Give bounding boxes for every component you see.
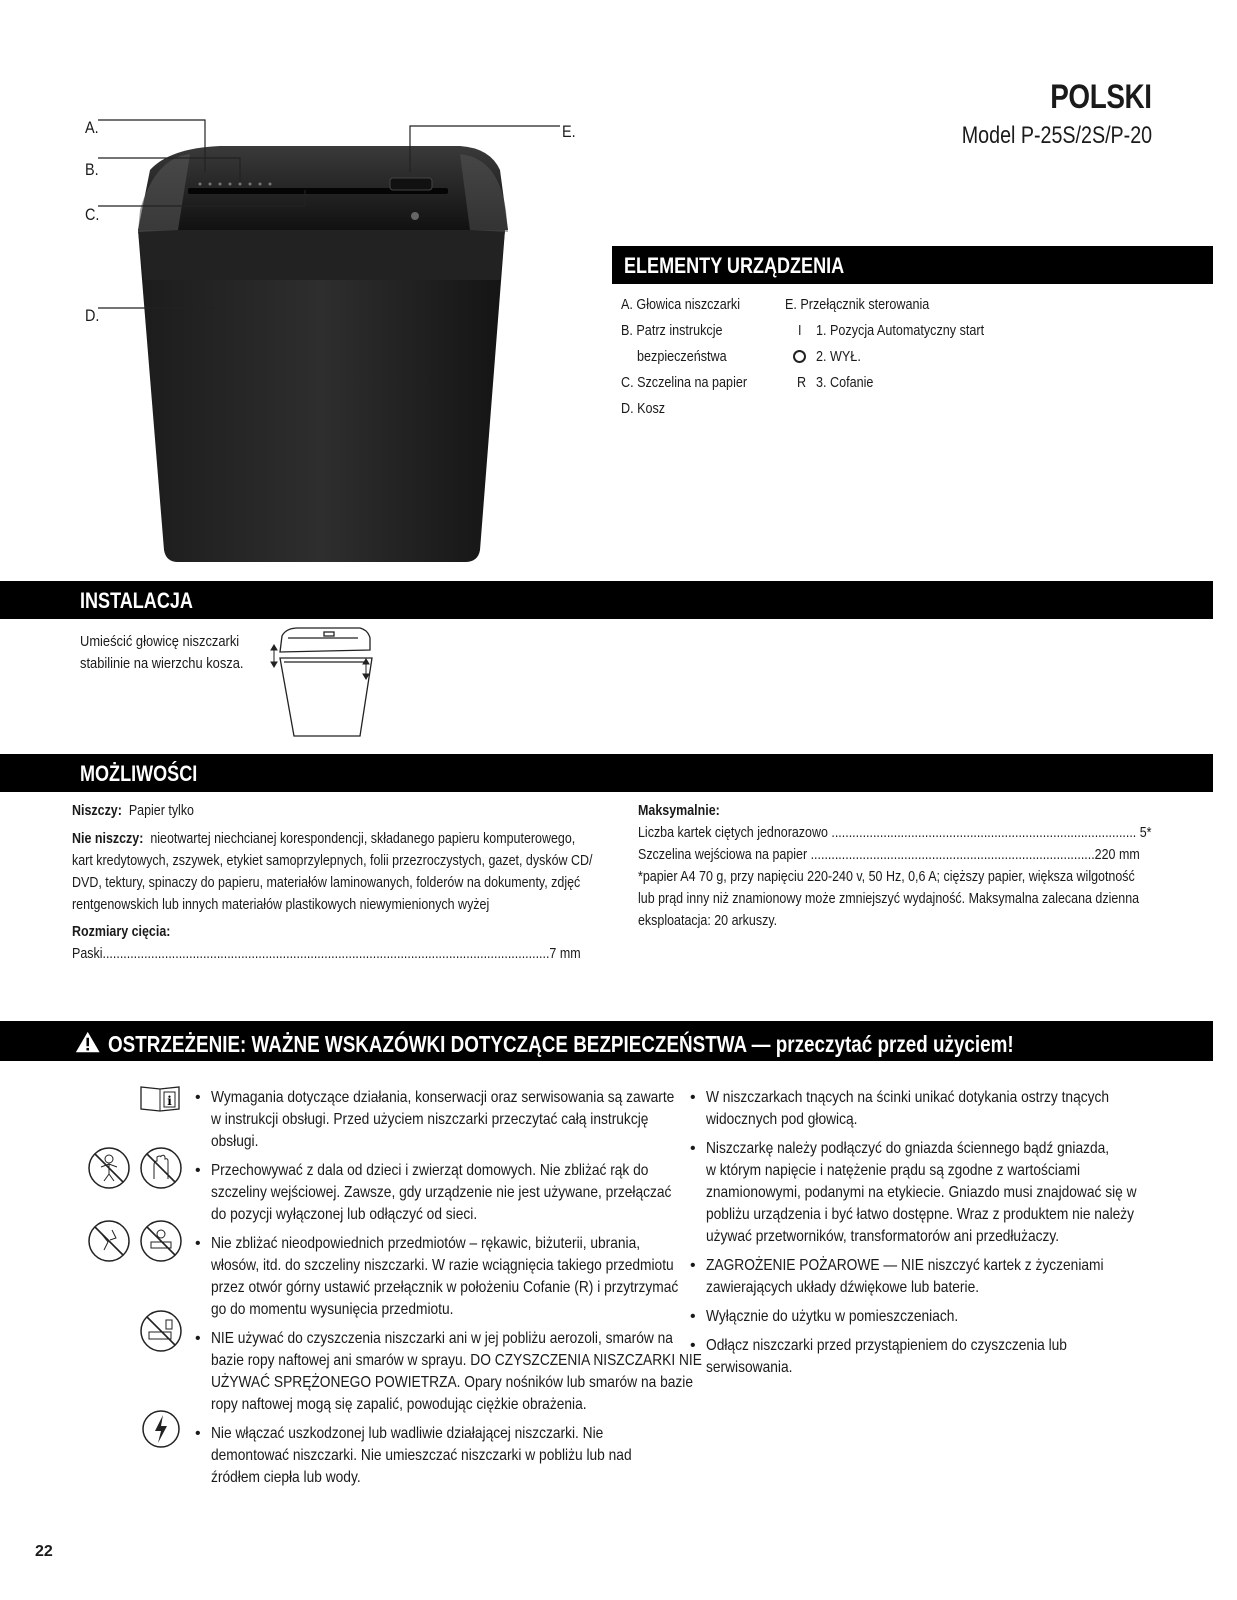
safety-text-line: zawierających układy dźwiękowe lub baterie. [706, 1279, 980, 1296]
safety-bullet [195, 1160, 746, 1226]
bullet-dot: • [690, 1337, 696, 1354]
safety-text-line: w instrukcji obsługi. Przed użyciem niszczarki przeczytać całą instrukcję [211, 1111, 649, 1128]
safety-text-line: Nie zbliżać nieodpowiednich przedmiotów – rękawic, biżuterii, ubrania, [211, 1235, 641, 1252]
max-label: Maksymalnie: [638, 803, 720, 819]
element-item-e: E. Przełącznik sterowania [785, 296, 930, 313]
callout-c: C. [85, 205, 100, 224]
warning-section-bar: OSTRZEŻENIE: WAŻNE WSKAZÓWKI DOTYCZĄCE BEZPIECZEŃSTWA — przeczytać przed użyciem! [0, 1021, 1213, 1061]
safety-text-line: przez otwór górny ustawić przełącznik w położeniu Cofanie (R) i przytrzymać [211, 1279, 679, 1296]
safety-bullet [195, 1233, 754, 1321]
svg-text:i: i [167, 1094, 172, 1108]
safety-text-line: NIE używać do czyszczenia niszczarki ani w jej pobliżu aerozoli, smarów na [211, 1330, 673, 1347]
safety-bullet [690, 1255, 1168, 1299]
page-number: 22 [35, 1543, 53, 1560]
switch-position-off: 2. WYŁ. [785, 344, 957, 370]
bullet-dot: • [195, 1425, 201, 1442]
safety-bullet [690, 1335, 1126, 1379]
bullet-dot: • [690, 1089, 696, 1106]
safety-text-line: obsługi. [211, 1133, 259, 1150]
safety-bullet [690, 1138, 1207, 1248]
bullet-dot: • [195, 1330, 201, 1347]
note-line-1: *papier A4 70 g, przy napięciu 220-240 v, 50 Hz, 0,6 A; cięższy papier, większa wilgotność [638, 869, 1135, 885]
safety-text-line: ropy naftowej mogą się zapalić, powodując ciężkie obrażenia. [211, 1396, 587, 1413]
model-name: Model P-25S/2S/P-20 [961, 122, 1152, 149]
note-line-3: eksploatacja: 20 arkuszy. [638, 913, 778, 929]
callout-e: E. [562, 122, 576, 141]
electric-hazard-icon [138, 1406, 184, 1452]
safety-bullet [195, 1087, 750, 1153]
element-item-b-cont: bezpieczeństwa [637, 348, 727, 365]
off-circle-icon [793, 350, 806, 363]
safety-text-line: Niszczarkę należy podłączyć do gniazda ściennego bądź gniazda, [706, 1140, 1110, 1157]
safety-text-line: widocznych pod głowicą. [706, 1111, 858, 1128]
safety-text-line: włosów, itd. do szczeliny niszczarki. W razie wciągnięcia takiego przedmiotu [211, 1257, 674, 1274]
safety-text-line: demontować niszczarki. Nie umieszczać niszczarki w pobliżu lub nad [211, 1447, 632, 1464]
shredder-illustration [60, 110, 580, 580]
callout-d: D. [85, 306, 100, 325]
capabilities-section-bar: MOŻLIWOŚCI [0, 754, 1213, 792]
safety-text-line: Przechowywać z dala od dzieci i zwierząt domowych. Nie zbliżać rąk do [211, 1162, 649, 1179]
safety-text-line: w którym napięcie i natężenie prądu są zgodne z wartościami [706, 1162, 1081, 1179]
bullet-dot: • [195, 1162, 201, 1179]
safety-text-line: źródłem ciepła lub wody. [211, 1469, 361, 1486]
not-shred-row: Nie niszczy: nieotwartej niechcianej korespondencji, składanego papieru komputerowego, [72, 831, 576, 847]
language-heading: POLSKI [1050, 78, 1152, 116]
element-item-b: B. Patrz instrukcje [621, 322, 723, 339]
max-row-sheets: Liczba kartek ciętych jednorazowo ........................................................................................ 5* [638, 825, 1152, 841]
switch-position-auto: I 1. Pozycja Automatyczny start [798, 322, 985, 339]
elements-section-bar: ELEMENTY URZĄDZENIA [612, 246, 1213, 284]
safety-text-line: używać przetworników, transformatorów ani przedłużaczy. [706, 1228, 1060, 1245]
not-shred-line-2: kart kredytowych, zszywek, etykiet samoprzylepnych, folii przezroczystych, gazet, dysków CD/ [72, 853, 593, 869]
elements-left-list [621, 292, 771, 422]
install-illustration [268, 624, 378, 744]
install-text-2: stabilinie na wierzchu kosza. [80, 655, 244, 672]
no-hands-icon [138, 1145, 184, 1191]
safety-text-line: W niszczarkach tnących na ścinki unikać dotykania ostrzy tnących [706, 1089, 1110, 1106]
safety-text-line: Nie włączać uszkodzonej lub wadliwie działającej niszczarki. Nie [211, 1425, 604, 1442]
element-item-d: D. Kosz [621, 400, 666, 417]
install-text-1: Umieścić głowicę niszczarki [80, 633, 240, 650]
bullet-dot: • [690, 1257, 696, 1274]
elements-right-list [785, 292, 985, 396]
callout-b: B. [85, 160, 99, 179]
safety-text-line: Wymagania dotyczące działania, konserwacji oraz serwisowania są zawarte [211, 1089, 675, 1106]
safety-text-line: go do momentu wysunięcia przedmiotu. [211, 1301, 454, 1318]
not-shred-line-3: DVD, tektury, spinaczy do papieru, materiałów laminowanych, folderów na dokumenty, zdjęć [72, 875, 581, 891]
bullet-dot: • [690, 1308, 696, 1325]
safety-bullet [690, 1087, 1175, 1131]
note-line-2: lub prąd inny niż znamionowy może zmniejszyć wydajność. Maksymalna zalecana dzienna [638, 891, 1140, 907]
no-tie-icon [86, 1218, 132, 1264]
switch-position-reverse: R 3. Cofanie [797, 374, 874, 391]
safety-bullet [690, 1306, 999, 1328]
shreds-row: Niszczy: Papier tylko [72, 803, 194, 819]
safety-text-line: Wyłącznie do użytku w pomieszczeniach. [706, 1308, 959, 1325]
safety-text-line: pobliżu urządzenia i być łatwo dostępne. Wraz z produktem nie należy [706, 1206, 1135, 1223]
bullet-dot: • [195, 1235, 201, 1252]
safety-text-line: UŻYWAĆ SPRĘŻONEGO POWIETRZA. Opary nośników lub smarów na bazie [211, 1374, 693, 1391]
bullet-dot: • [690, 1140, 696, 1157]
safety-text-line: bazie ropy naftowej ani smarów w sprayu. DO CZYSZCZENIA NISZCZARKI NIE [211, 1352, 702, 1369]
cut-size-label: Rozmiary cięcia: [72, 924, 171, 940]
safety-text-line: szczeliny wejściowej. Zawsze, gdy urządzenie nie jest używane, przełączać [211, 1184, 672, 1201]
safety-text-line: do pozycji wyłączonej lub odłączyć od sieci. [211, 1206, 478, 1223]
element-item-a: A. Głowica niszczarki [621, 296, 741, 313]
safety-bullet [195, 1423, 700, 1489]
no-children-icon [86, 1145, 132, 1191]
max-row-throat: Szczelina wejściowa na papier ..................................................................................220 mm [638, 847, 1140, 863]
warning-triangle-icon [75, 1029, 100, 1055]
manual-info-icon [138, 1083, 184, 1113]
safety-text-line: znamionowymi, podanymi na etykiecie. Gniazdo musi znajdować się w [706, 1184, 1137, 1201]
no-jewelry-icon [138, 1218, 184, 1264]
callout-a: A. [85, 118, 99, 137]
safety-text-line: serwisowania. [706, 1359, 793, 1376]
element-item-c: C. Szczelina na papier [621, 374, 748, 391]
safety-text-line: Odłącz niszczarki przed przystąpieniem do czyszczenia lub [706, 1337, 1067, 1354]
not-shred-line-4: rentgenowskich lub innych materiałów plastikowych niewymienionych wyżej [72, 897, 490, 913]
install-section-bar: INSTALACJA [0, 581, 1213, 619]
cut-size-row: Paski.................................................................................................................................7 mm [72, 946, 581, 962]
no-aerosol-icon [138, 1308, 184, 1354]
bullet-dot: • [195, 1089, 201, 1106]
safety-text-line: ZAGROŻENIE POŻAROWE — NIE niszczyć kartek z życzeniami [706, 1257, 1104, 1274]
